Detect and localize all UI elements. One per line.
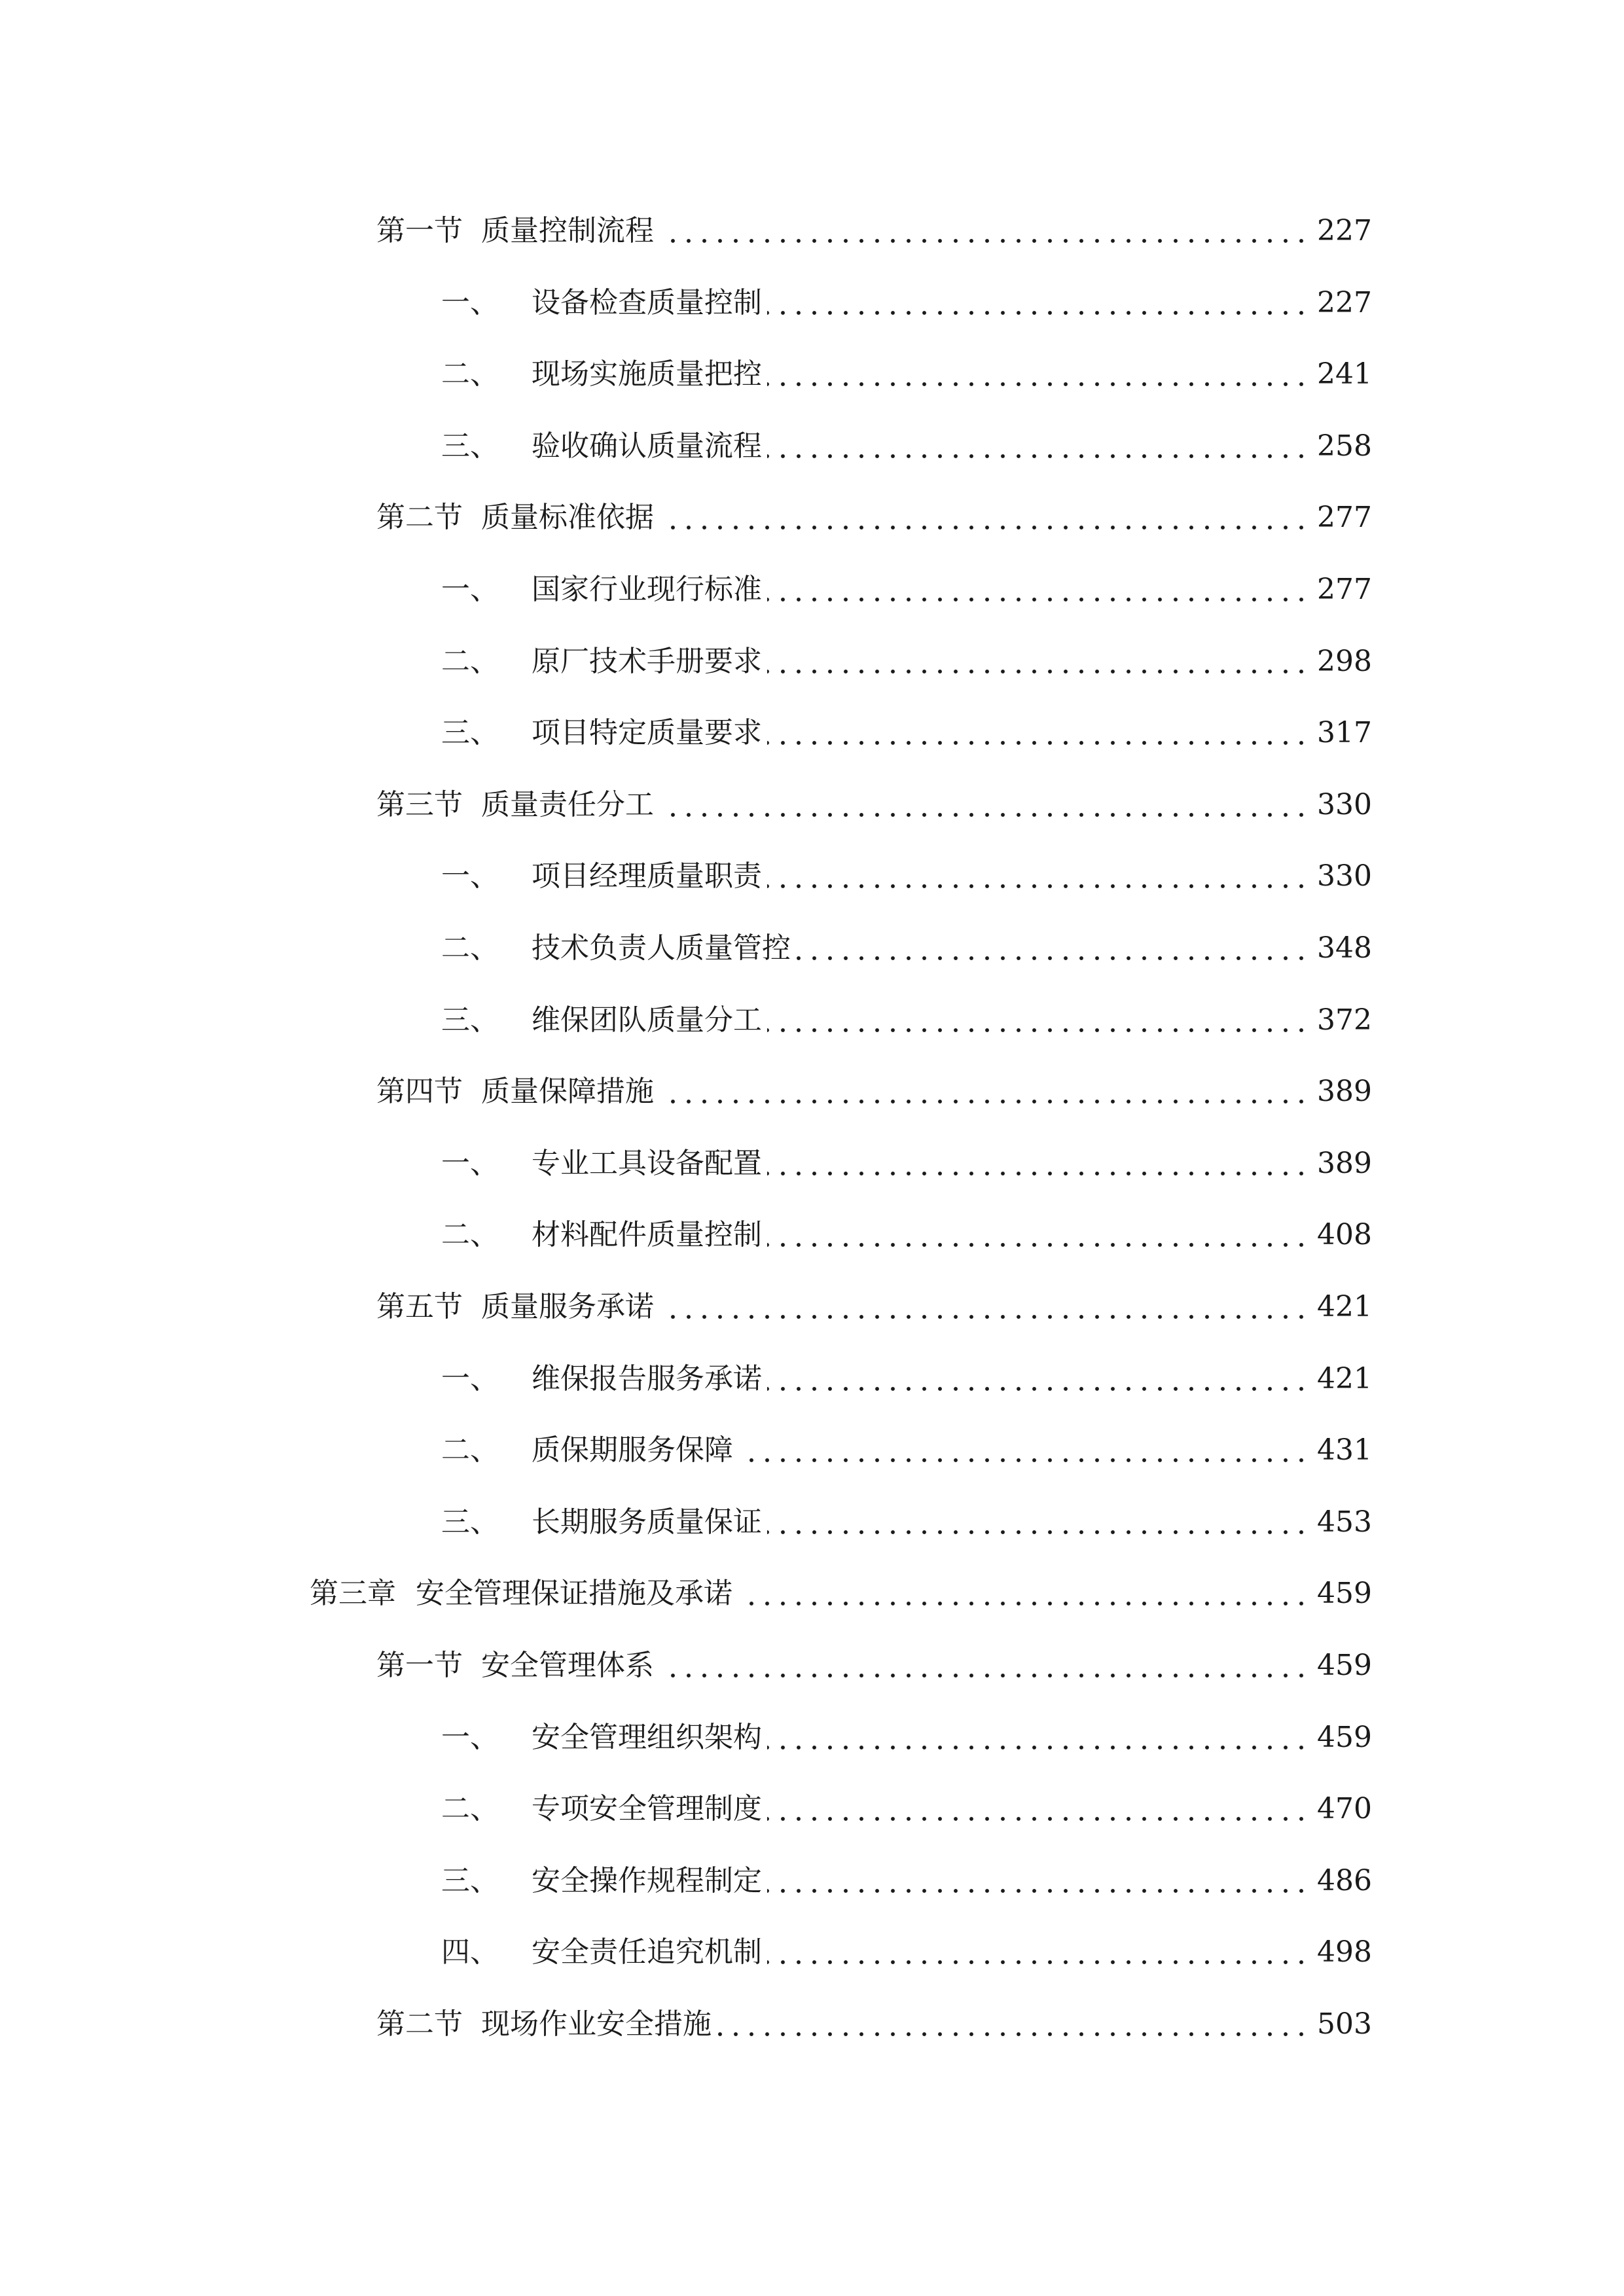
toc-entry-number: 一、 bbox=[441, 573, 499, 606]
toc-entry-number: 第二节 bbox=[376, 501, 463, 535]
toc-entry-number: 二、 bbox=[441, 1792, 499, 1826]
toc-entry-number: 一、 bbox=[441, 285, 499, 319]
toc-dot-leader bbox=[767, 598, 1309, 601]
toc-dot-leader bbox=[767, 1960, 1309, 1964]
toc-entry-number: 三、 bbox=[441, 1505, 499, 1539]
toc-entry-page: 277 bbox=[1317, 501, 1372, 535]
toc-entry-page: 227 bbox=[1317, 285, 1372, 319]
toc-entry-page: 408 bbox=[1317, 1218, 1372, 1252]
toc-dot-leader bbox=[767, 454, 1309, 458]
toc-entry-title: 质量保障措施 bbox=[481, 1075, 654, 1109]
toc-entry-page: 241 bbox=[1317, 357, 1372, 391]
toc-entry-title: 质量责任分工 bbox=[481, 787, 654, 821]
toc-dot-leader bbox=[767, 1530, 1309, 1534]
toc-entry-title: 质保期服务保障 bbox=[532, 1433, 733, 1467]
toc-entry-title: 验收确认质量流程 bbox=[532, 429, 762, 463]
toc-dot-leader bbox=[659, 526, 1309, 529]
toc-entry-title: 技术负责人质量管控 bbox=[532, 931, 791, 965]
toc-entry-number: 三、 bbox=[441, 429, 499, 463]
toc-entry-number: 三、 bbox=[441, 1003, 499, 1037]
toc-entry-title: 国家行业现行标准 bbox=[532, 573, 762, 606]
toc-entry-title: 设备检查质量控制 bbox=[532, 285, 762, 319]
toc-entry-title: 质量服务承诺 bbox=[481, 1290, 654, 1323]
toc-entry[interactable] bbox=[441, 552, 1372, 604]
toc-entry-number: 第三章 bbox=[310, 1577, 396, 1611]
toc-entry-number: 四、 bbox=[441, 1935, 499, 1969]
toc-dot-leader bbox=[659, 1315, 1309, 1319]
toc-dot-leader bbox=[767, 1817, 1309, 1821]
toc-dot-leader bbox=[767, 1028, 1309, 1032]
toc-entry-title: 项目经理质量职责 bbox=[532, 859, 762, 893]
toc-entry[interactable] bbox=[441, 1484, 1372, 1537]
toc-dot-leader bbox=[767, 1387, 1309, 1391]
toc-entry[interactable] bbox=[441, 695, 1372, 750]
toc-entry[interactable] bbox=[376, 1054, 1372, 1109]
toc-entry[interactable] bbox=[310, 1556, 1372, 1611]
toc-entry-page: 258 bbox=[1317, 429, 1372, 463]
toc-dot-leader bbox=[767, 382, 1309, 386]
toc-entry-title: 质量标准依据 bbox=[481, 501, 654, 535]
toc-entry-number: 一、 bbox=[441, 859, 499, 893]
toc-dot-leader bbox=[738, 1458, 1309, 1462]
toc-entry-number: 一、 bbox=[441, 1720, 499, 1754]
toc-entry-page: 431 bbox=[1317, 1433, 1372, 1467]
toc-entry[interactable] bbox=[441, 265, 1372, 317]
toc-dot-leader bbox=[767, 1889, 1309, 1893]
toc-entry[interactable] bbox=[441, 910, 1372, 963]
toc-entry-page: 330 bbox=[1317, 787, 1372, 821]
toc-entry-number: 第三节 bbox=[376, 787, 463, 821]
toc-entry-page: 486 bbox=[1317, 1863, 1372, 1897]
toc-entry[interactable] bbox=[441, 1700, 1372, 1752]
toc-entry-page: 389 bbox=[1317, 1075, 1372, 1109]
toc-entry-page: 459 bbox=[1317, 1577, 1372, 1611]
toc-entry[interactable] bbox=[441, 1412, 1372, 1465]
toc-dot-leader bbox=[767, 1172, 1309, 1175]
toc-entry-page: 389 bbox=[1317, 1146, 1372, 1180]
toc-entry-number: 一、 bbox=[441, 1146, 499, 1180]
toc-entry[interactable] bbox=[441, 1914, 1372, 1967]
toc-entry-number: 二、 bbox=[441, 1433, 499, 1467]
toc-entry-title: 安全管理保证措施及承诺 bbox=[416, 1577, 732, 1611]
toc-entry[interactable] bbox=[441, 336, 1372, 389]
toc-entry-page: 421 bbox=[1317, 1290, 1372, 1323]
toc-entry-number: 二、 bbox=[441, 1218, 499, 1252]
toc-entry-title: 质量控制流程 bbox=[481, 214, 654, 247]
toc-entry-page: 421 bbox=[1317, 1361, 1372, 1395]
toc-entry[interactable] bbox=[441, 1771, 1372, 1826]
toc-entry[interactable] bbox=[376, 193, 1372, 245]
toc-entry-number: 二、 bbox=[441, 644, 499, 678]
toc-dot-leader bbox=[767, 670, 1309, 673]
toc-entry-page: 498 bbox=[1317, 1935, 1372, 1969]
toc-entry-title: 安全管理体系 bbox=[481, 1649, 654, 1682]
toc-entry-title: 维保报告服务承诺 bbox=[532, 1361, 762, 1395]
toc-entry-title: 现场实施质量把控 bbox=[532, 357, 762, 391]
toc-entry[interactable] bbox=[441, 408, 1372, 461]
toc-entry-number: 三、 bbox=[441, 1863, 499, 1897]
toc-dot-leader bbox=[767, 311, 1309, 315]
toc-entry-page: 459 bbox=[1317, 1720, 1372, 1754]
toc-entry-number: 第二节 bbox=[376, 2007, 463, 2041]
toc-entry-number: 第五节 bbox=[376, 1290, 463, 1323]
toc-dot-leader bbox=[796, 956, 1309, 960]
toc-entry-title: 维保团队质量分工 bbox=[532, 1003, 762, 1037]
toc-entry[interactable] bbox=[376, 767, 1372, 819]
toc-entry[interactable] bbox=[441, 624, 1372, 676]
toc-entry-title: 安全责任追究机制 bbox=[532, 1935, 762, 1969]
toc-entry-title: 材料配件质量控制 bbox=[532, 1218, 762, 1252]
toc-dot-leader bbox=[717, 2032, 1309, 2036]
toc-entry[interactable] bbox=[441, 838, 1372, 891]
toc-entry-number: 三、 bbox=[441, 716, 499, 750]
toc-dot-leader bbox=[738, 1602, 1309, 1605]
toc-entry-page: 330 bbox=[1317, 859, 1372, 893]
toc-entry-page: 453 bbox=[1317, 1505, 1372, 1539]
toc-dot-leader bbox=[767, 741, 1309, 745]
toc-dot-leader bbox=[659, 1100, 1309, 1103]
toc-entry-page: 348 bbox=[1317, 931, 1372, 965]
toc-entry-title: 专业工具设备配置 bbox=[532, 1146, 762, 1180]
toc-dot-leader bbox=[767, 1746, 1309, 1749]
toc-entry-title: 专项安全管理制度 bbox=[532, 1792, 762, 1826]
toc-entry[interactable] bbox=[441, 1341, 1372, 1393]
toc-entry-title: 长期服务质量保证 bbox=[532, 1505, 762, 1539]
toc-entry-page: 470 bbox=[1317, 1792, 1372, 1826]
toc-entry-title: 原厂技术手册要求 bbox=[532, 644, 762, 678]
toc-entry[interactable] bbox=[441, 1126, 1372, 1178]
toc-dot-leader bbox=[767, 1243, 1309, 1247]
toc-entry-page: 459 bbox=[1317, 1649, 1372, 1682]
toc-entry[interactable] bbox=[441, 982, 1372, 1035]
toc-entry-page: 298 bbox=[1317, 644, 1372, 678]
toc-dot-leader bbox=[767, 884, 1309, 888]
toc-dot-leader bbox=[659, 1674, 1309, 1677]
toc-entry-number: 第四节 bbox=[376, 1075, 463, 1109]
toc-entry-number: 二、 bbox=[441, 357, 499, 391]
toc-entry[interactable] bbox=[441, 1197, 1372, 1252]
toc-entry[interactable] bbox=[441, 1843, 1372, 1895]
toc-entry-number: 第一节 bbox=[376, 1649, 463, 1682]
toc-entry-title: 安全操作规程制定 bbox=[532, 1863, 762, 1897]
toc-dot-leader bbox=[659, 239, 1309, 243]
toc-entry-number: 第一节 bbox=[376, 214, 463, 247]
toc-entry-page: 227 bbox=[1317, 214, 1372, 247]
toc-entry-title: 项目特定质量要求 bbox=[532, 716, 762, 750]
toc-entry[interactable] bbox=[376, 1628, 1372, 1680]
toc-entry-page: 503 bbox=[1317, 2007, 1372, 2041]
toc-entry-title: 现场作业安全措施 bbox=[481, 2007, 712, 2041]
toc-dot-leader bbox=[659, 813, 1309, 817]
toc-entry[interactable] bbox=[376, 1269, 1372, 1321]
toc-entry-page: 317 bbox=[1317, 716, 1372, 750]
toc-entry-number: 二、 bbox=[441, 931, 499, 965]
toc-entry[interactable] bbox=[376, 480, 1372, 535]
toc-entry-number: 一、 bbox=[441, 1361, 499, 1395]
toc-entry-page: 372 bbox=[1317, 1003, 1372, 1037]
toc-entry-page: 277 bbox=[1317, 573, 1372, 606]
toc-entry-title: 安全管理组织架构 bbox=[532, 1720, 762, 1754]
toc-entry[interactable] bbox=[376, 1986, 1372, 2039]
